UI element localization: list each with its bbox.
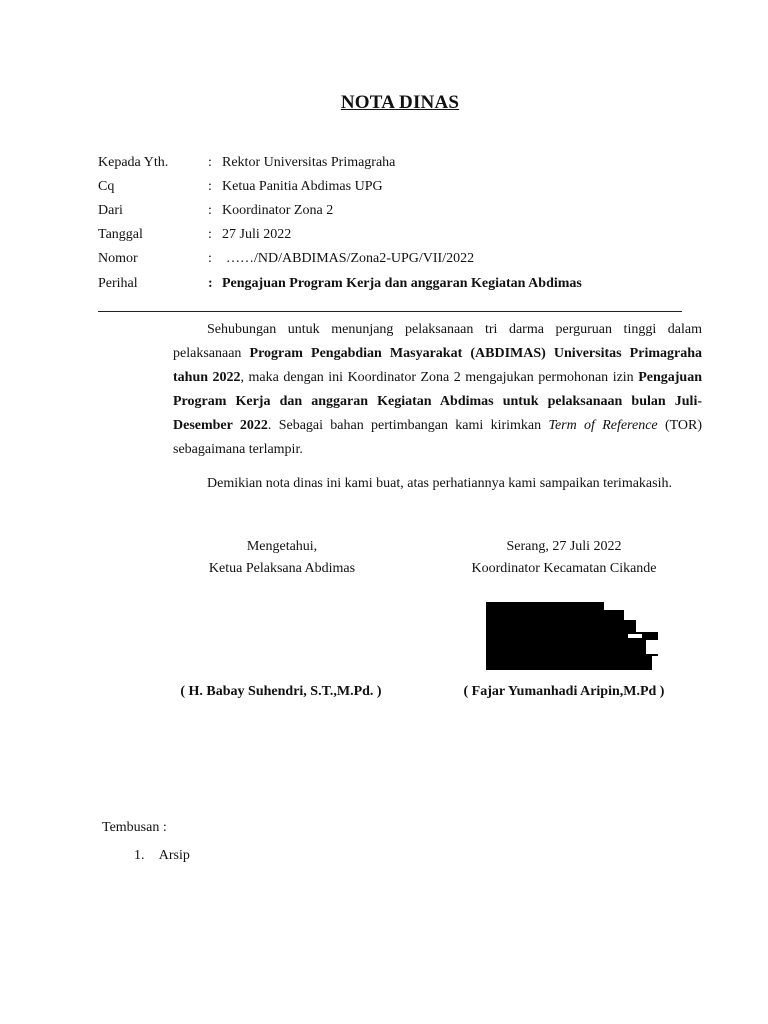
header-value: 27 Juli 2022 (222, 227, 292, 242)
signature-left-line2: Ketua Pelaksana Abdimas (208, 561, 356, 576)
tembusan-item (134, 847, 190, 865)
header-divider (98, 311, 682, 312)
header-colon: : (208, 251, 212, 266)
signature-block-right (434, 536, 694, 580)
paragraph-bold-text: Pengajuan Program Kerja dan anggaran Kegiatan Abdimas untuk pelaksanaan bulan Juli-Desember 2022 (173, 370, 702, 433)
redacted-signature-image (486, 602, 658, 670)
paragraph-text: . Sebagai bahan pertimbangan kami kirimkan (267, 418, 542, 433)
header-colon: : (208, 155, 212, 170)
header-label: Perihal (98, 276, 138, 291)
header-row-cq (98, 178, 658, 202)
signature-left-name: ( H. Babay Suhendri, S.T.,M.Pd. ) (180, 684, 382, 699)
signature-right-name: ( Fajar Yumanhadi Aripin,M.Pd ) (463, 684, 665, 699)
header-colon: : (208, 179, 212, 194)
header-colon: : (208, 203, 212, 218)
header-label: Kepada Yth. (98, 155, 169, 170)
header-row-perihal (98, 275, 678, 299)
header-row-nomor (98, 250, 658, 274)
paragraph-italic-text: Term of Reference (548, 418, 658, 433)
header-label: Cq (98, 179, 115, 194)
signature-right-line1: Serang, 27 Juli 2022 (506, 539, 622, 554)
paragraph-text: (TOR) sebagaimana terlampir. (173, 418, 703, 457)
body-paragraph-2 (173, 472, 702, 496)
header-value-subject: Pengajuan Program Kerja dan anggaran Kegiatan Abdimas (222, 276, 582, 291)
header-value: Ketua Panitia Abdimas UPG (222, 179, 383, 194)
body-paragraph-1 (173, 318, 702, 462)
paragraph-text: Sehubungan untuk menunjang pelaksanaan tri darma perguruan tinggi dalam pelaksanaan (173, 322, 702, 361)
signature-block-left (152, 536, 412, 580)
signature-right-line2: Koordinator Kecamatan Cikande (471, 561, 657, 576)
paragraph-bold-text: Program Pengabdian Masyarakat (ABDIMAS) Universitas Primagraha tahun 2022 (173, 346, 702, 385)
header-value: Koordinator Zona 2 (222, 203, 334, 218)
tembusan-label: Tembusan : (102, 820, 167, 835)
header-row-dari (98, 202, 658, 226)
paragraph-text: , maka dengan ini Koordinator Zona 2 mengajukan permohonan izin (240, 370, 634, 385)
header-label: Nomor (98, 251, 138, 266)
paragraph-text: Demikian nota dinas ini kami buat, atas perhatiannya kami sampaikan terimakasih. (207, 476, 672, 491)
tembusan-item-number: 1. (134, 848, 145, 863)
document-title: NOTA DINAS (340, 92, 460, 113)
header-row-tanggal (98, 226, 658, 250)
header-colon: : (208, 276, 213, 291)
tembusan-item-text: Arsip (158, 848, 190, 863)
header-value: Rektor Universitas Primagraha (222, 155, 396, 170)
signature-left-line1: Mengetahui, (246, 539, 318, 554)
header-label: Tanggal (98, 227, 143, 242)
header-label: Dari (98, 203, 123, 218)
header-colon: : (208, 227, 212, 242)
header-value: ……/ND/ABDIMAS/Zona2-UPG/VII/2022 (226, 251, 475, 266)
header-row-kepada (98, 154, 658, 178)
